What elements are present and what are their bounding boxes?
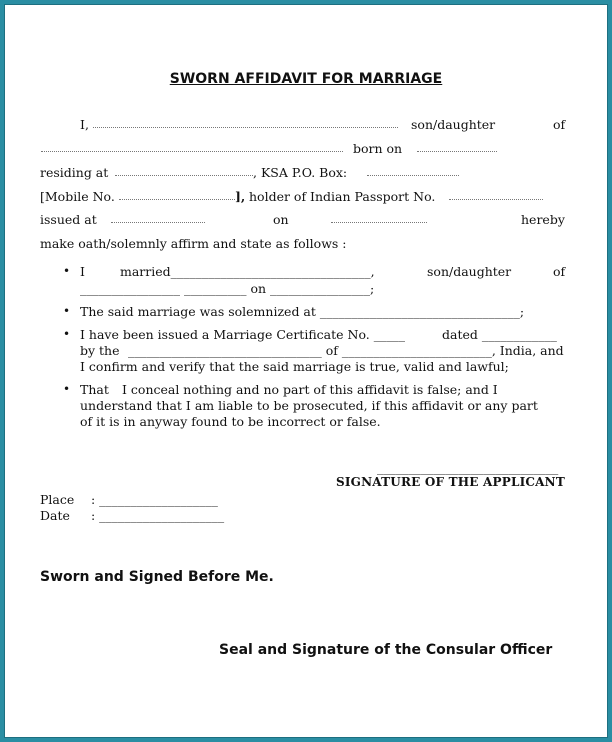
parent-name-blank[interactable] <box>41 151 343 152</box>
name-blank[interactable] <box>93 127 398 128</box>
intro-born-on: born on <box>353 141 403 156</box>
bullet-4-line-2: understand that I am liable to be prosecuted, if this affidavit or any part <box>80 398 538 413</box>
signature-line[interactable]: _____________________________ <box>377 460 559 475</box>
bullet-1-married: married________________________________, <box>120 264 375 279</box>
consular-seal-signature: Seal and Signature of the Consular Officer <box>219 642 553 658</box>
passport-blank[interactable] <box>449 199 543 200</box>
intro-mobile-close: ], <box>235 189 246 204</box>
bullet-1-line-2: ________________ __________ on ________________; <box>80 281 375 296</box>
bullet-2-dot: • <box>63 304 71 318</box>
bullet-3-dated: dated ____________ <box>442 327 557 342</box>
bullet-2-text: The said marriage was solemnized at ________________________________; <box>80 304 525 319</box>
intro-mobile-no: [Mobile No. <box>40 189 115 204</box>
bullet-3-line-3: I confirm and verify that the said marriage is true, valid and lawful; <box>80 359 509 374</box>
mobile-blank[interactable] <box>119 199 235 200</box>
bullet-1-of: of <box>553 264 566 279</box>
bullet-4-line-1: I conceal nothing and no part of this affidavit is false; and I <box>122 382 498 397</box>
intro-on: on <box>273 212 289 227</box>
bullet-3-line-2: _______________________________ of ________________________, India, and <box>128 343 564 358</box>
sworn-signed-heading: Sworn and Signed Before Me. <box>40 569 274 585</box>
intro-i-label: I, <box>80 117 89 132</box>
issue-date-blank[interactable] <box>331 222 427 223</box>
date-label: Date <box>40 508 70 523</box>
intro-son-daughter: son/daughter <box>411 117 496 132</box>
intro-residing-at: residing at <box>40 165 109 180</box>
intro-oath-line: make oath/solemnly affirm and state as follows : <box>40 236 347 251</box>
bullet-3-dot: • <box>63 327 71 341</box>
bullet-4-dot: • <box>63 382 71 396</box>
document-title: SWORN AFFIDAVIT FOR MARRIAGE <box>169 71 443 87</box>
intro-hereby: hereby <box>521 212 565 227</box>
bullet-4-that: That <box>80 382 109 397</box>
date-field[interactable]: : ____________________ <box>91 508 225 523</box>
intro-holder-passport: holder of Indian Passport No. <box>249 189 436 204</box>
bullet-1-dot: • <box>63 264 71 278</box>
residence-blank[interactable] <box>115 175 253 176</box>
bullet-1-i: I <box>80 264 85 279</box>
bullet-3-line-1: I have been issued a Marriage Certificate No. _____ <box>80 327 405 342</box>
signature-label: SIGNATURE OF THE APPLICANT <box>336 475 565 489</box>
po-box-blank[interactable] <box>367 175 459 176</box>
affidavit-page <box>4 4 608 738</box>
place-label: Place <box>40 492 75 507</box>
bullet-1-son-daughter: son/daughter <box>427 264 512 279</box>
intro-of: of <box>553 117 566 132</box>
bullet-4-line-3: of it is in anyway found to be incorrect or false. <box>80 414 381 429</box>
intro-ksa-po-box: , KSA P.O. Box: <box>253 165 348 180</box>
intro-issued-at: issued at <box>40 212 97 227</box>
birth-date-blank[interactable] <box>417 151 497 152</box>
place-field[interactable]: : ___________________ <box>91 492 218 507</box>
bullet-3-by-the: by the <box>80 343 120 358</box>
issue-place-blank[interactable] <box>111 222 205 223</box>
